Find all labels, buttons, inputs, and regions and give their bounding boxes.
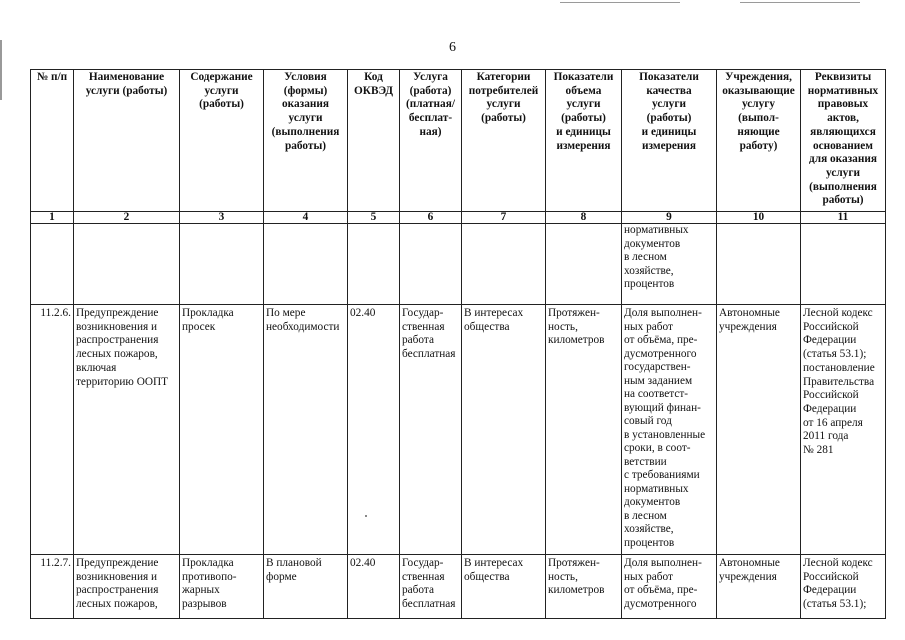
header-cell-consumers: Категории потребителей услуги (работы) [462, 70, 546, 212]
table-cell-okved: 02.40 [348, 305, 400, 555]
table-cell [400, 224, 462, 305]
column-number: 3 [180, 212, 264, 224]
column-number: 10 [717, 212, 801, 224]
header-cell-institutions: Учреждения, оказывающие услугу (выпол- няющие работу) [717, 70, 801, 212]
table-cell-quality: Доля выполнен- ных работ от объёма, пре- дусмотренного [622, 555, 717, 619]
column-number: 1 [31, 212, 74, 224]
column-number: 5 [348, 212, 400, 224]
header-cell-quality: Показатели качества услуги (работы) и единицы измерения [622, 70, 717, 212]
column-number: 7 [462, 212, 546, 224]
table-cell [462, 224, 546, 305]
table-cell-service-name: Предупреждение возникновения и распространения лесных пожаров, включая территорию ООПТ [74, 305, 180, 555]
table-cell [264, 224, 348, 305]
table-cell-institutions: Автономные учреждения [717, 555, 801, 619]
services-table [30, 69, 886, 619]
table-cell-institutions: Автономные учреждения [717, 305, 801, 555]
header-cell-content: Содержание услуги (работы) [180, 70, 264, 212]
table-cell-content: Прокладка просек [180, 305, 264, 555]
table-cell [31, 224, 74, 305]
header-cell-volume: Показатели объема услуги (работы) и единицы измерения [546, 70, 622, 212]
table-cell-consumers: В интересах общества [462, 555, 546, 619]
column-number: 9 [622, 212, 717, 224]
scan-top-line-left [560, 2, 680, 3]
table-row [31, 555, 886, 619]
table-cell [546, 224, 622, 305]
page-number: 6 [449, 40, 456, 55]
table-cell-paid-free: Государ- ственная работа бесплатная [400, 555, 462, 619]
header-cell-service-name: Наименование услуги (работы) [74, 70, 180, 212]
scan-speck [365, 515, 367, 517]
table-cell-legal-acts: Лесной кодекс Российской Федерации (статья 53.1); [801, 555, 886, 619]
table-cell-quality: Доля выполнен- ных работ от объёма, пре- дусмотренного государствен- ным заданием на соответст- вующий финан- совый год в установленные сроки, в соот- ветствии с требованиями нормативных документов в лесном хозяйстве, процентов [622, 305, 717, 555]
table-row [31, 305, 886, 555]
header-cell-okved: Код ОКВЭД [348, 70, 400, 212]
table-cell [801, 224, 886, 305]
table-cell-service-name: Предупреждение возникновения и распространения лесных пожаров, [74, 555, 180, 619]
table-cell-quality: нормативных документов в лесном хозяйстве, процентов [622, 224, 717, 305]
table-cell-content: Прокладка противопо- жарных разрывов [180, 555, 264, 619]
column-number: 2 [74, 212, 180, 224]
table-cell-conditions: В плановой форме [264, 555, 348, 619]
table-cell-number: 11.2.7. [31, 555, 74, 619]
table-cell-okved: 02.40 [348, 555, 400, 619]
table-cell-volume: Протяжен- ность, километров [546, 555, 622, 619]
scan-top-line-right [740, 2, 860, 3]
table-header-row [31, 70, 886, 212]
header-cell-conditions: Условия (формы) оказания услуги (выполнения работы) [264, 70, 348, 212]
header-cell-paid-free: Услуга (работа) (платная/ бесплат- ная) [400, 70, 462, 212]
table-cell-consumers: В интересах общества [462, 305, 546, 555]
column-number-row [31, 212, 886, 224]
table-cell [74, 224, 180, 305]
table-cell-number: 11.2.6. [31, 305, 74, 555]
table-cell [180, 224, 264, 305]
column-number: 6 [400, 212, 462, 224]
header-cell-legal-acts: Реквизиты нормативных правовых актов, являющихся основанием для оказания услуги (выполнения работы) [801, 70, 886, 212]
table-cell-paid-free: Государ- ственная работа бесплатная [400, 305, 462, 555]
header-cell-number: № п/п [31, 70, 74, 212]
column-number: 11 [801, 212, 886, 224]
table-cell-conditions: По мере необходимости [264, 305, 348, 555]
table-cell [348, 224, 400, 305]
table-cell [717, 224, 801, 305]
table-cell-legal-acts: Лесной кодекс Российской Федерации (статья 53.1); постановление Правительства Российской Федерации от 16 апреля 2011 года № 281 [801, 305, 886, 555]
column-number: 8 [546, 212, 622, 224]
column-number: 4 [264, 212, 348, 224]
table-row [31, 224, 886, 305]
table-cell-volume: Протяжен- ность, километров [546, 305, 622, 555]
